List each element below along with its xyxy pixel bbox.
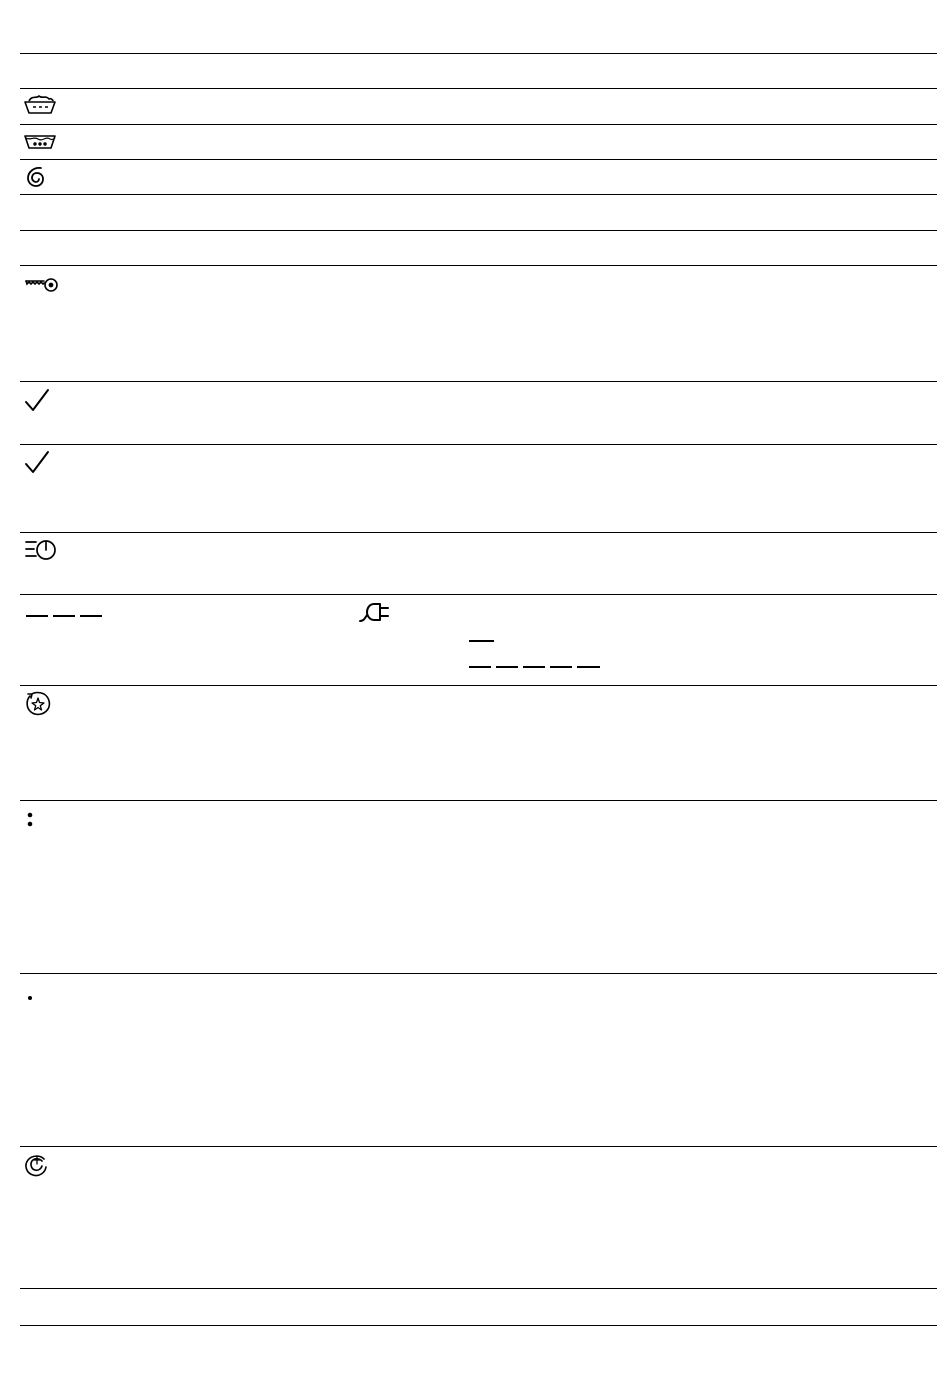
- spin-icon: [25, 165, 49, 189]
- dash: [550, 666, 572, 668]
- table-rule: [20, 53, 937, 54]
- table-rule: [20, 381, 937, 382]
- check-icon: [24, 388, 50, 414]
- table-rule: [20, 444, 937, 445]
- check-icon: [24, 450, 50, 476]
- table-rule: [20, 194, 937, 195]
- dash: [523, 666, 545, 668]
- table-rule: [20, 685, 937, 686]
- refresh-icon: [24, 1154, 50, 1178]
- child-lock-icon: [24, 276, 60, 294]
- table-rule: [20, 265, 937, 266]
- table-rule: [20, 159, 937, 160]
- dash: [577, 666, 600, 668]
- prewash-icon: [24, 94, 58, 118]
- table-rule: [20, 230, 937, 231]
- table-rule: [20, 594, 937, 595]
- dash: [53, 615, 75, 617]
- dash: [80, 615, 102, 617]
- dash: [496, 666, 518, 668]
- dash: [469, 640, 494, 642]
- dot-icon: [26, 994, 34, 1002]
- speed-perfect-icon: [24, 538, 60, 562]
- wash-icon: [24, 133, 58, 151]
- eco-perfect-icon: [24, 691, 52, 717]
- dash: [469, 666, 491, 668]
- table-rule: [20, 1325, 937, 1326]
- two-dots-icon: [26, 812, 34, 828]
- table-rule: [20, 973, 937, 974]
- plug-icon: [358, 601, 402, 623]
- table-rule: [20, 88, 937, 89]
- table-rule: [20, 1288, 937, 1289]
- table-rule: [20, 1146, 937, 1147]
- table-rule: [20, 124, 937, 125]
- dash: [26, 615, 48, 617]
- table-rule: [20, 800, 937, 801]
- table-rule: [20, 532, 937, 533]
